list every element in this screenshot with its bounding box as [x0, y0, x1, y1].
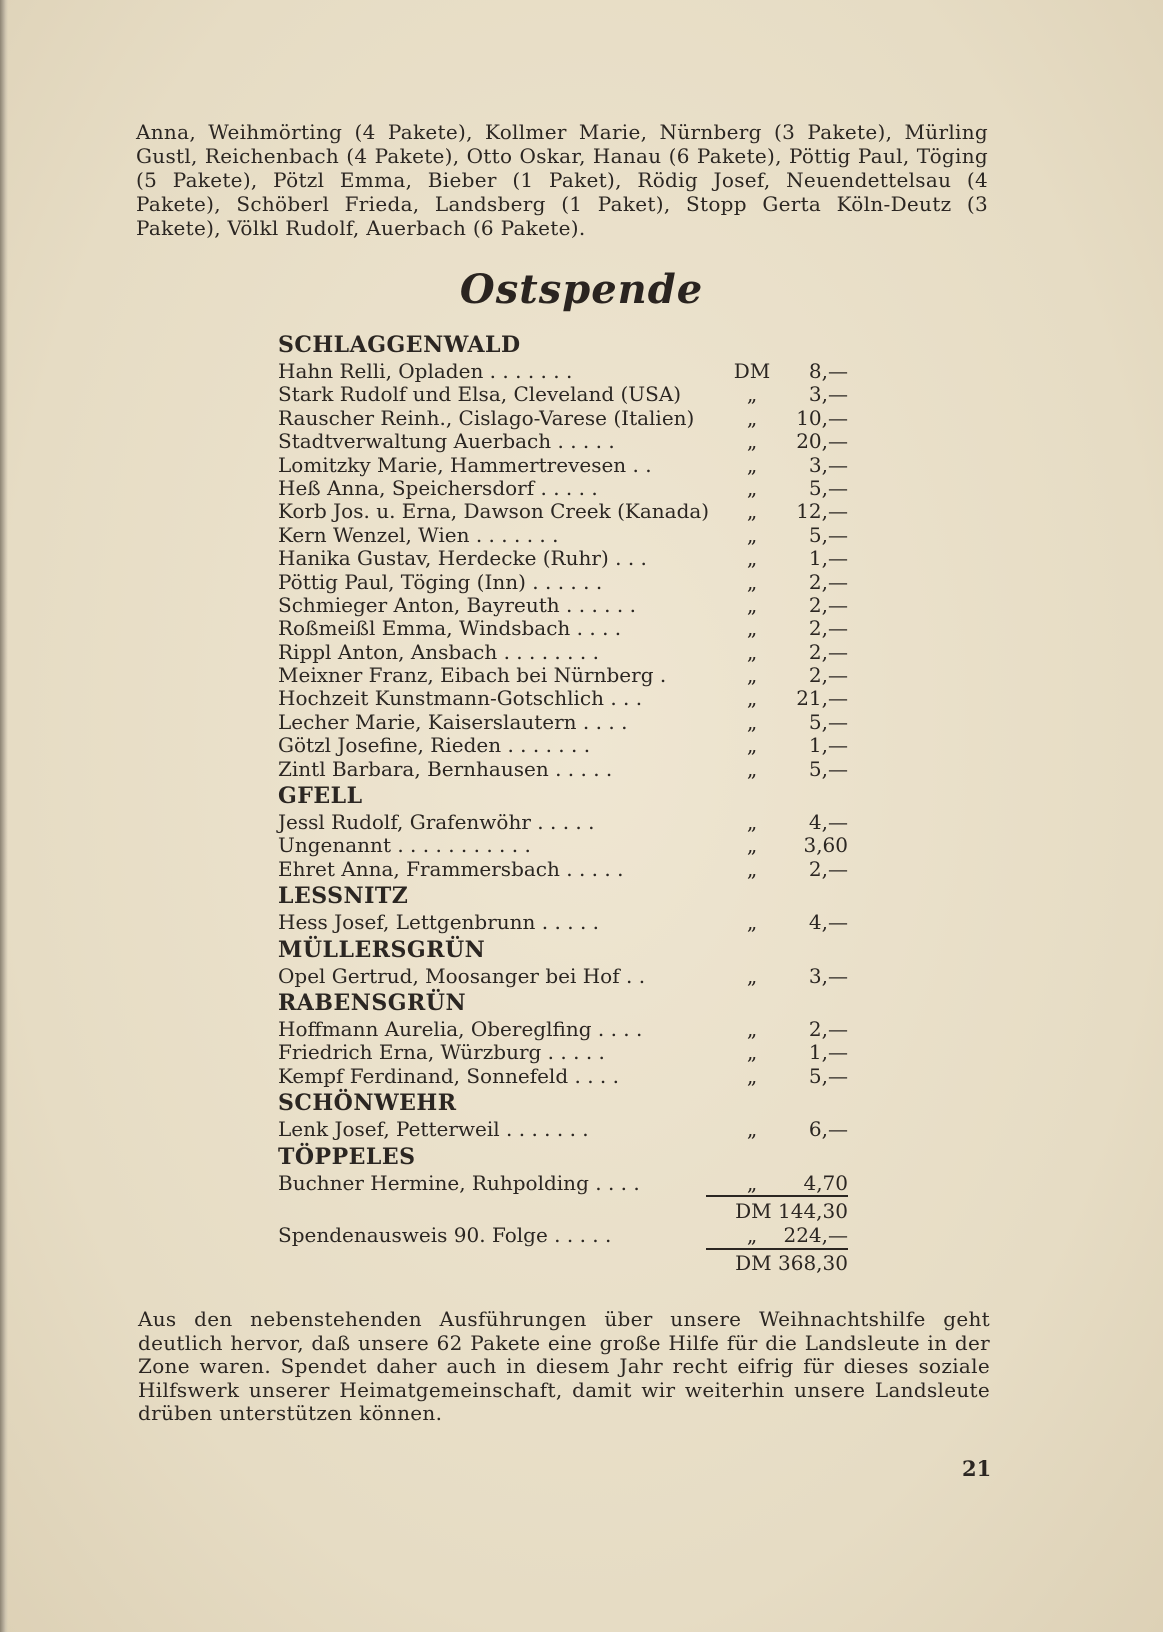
currency-mark: „: [746, 592, 758, 617]
currency-mark: „: [746, 429, 758, 454]
currency-mark: „: [746, 1117, 758, 1142]
currency-mark: „: [746, 833, 758, 858]
donor-name: Buchner Hermine, Ruhpolding . . . .: [278, 1170, 640, 1195]
donation-amount: 8,—: [808, 359, 848, 383]
donation-row: [278, 687, 848, 710]
previous-label: Spendenausweis 90. Folge . . . . .: [278, 1222, 612, 1247]
currency-mark: „: [746, 1063, 758, 1088]
donation-list: [278, 330, 848, 1276]
currency-mark: „: [746, 733, 758, 758]
donor-name: Hanika Gustav, Herdecke (Ruhr) . . .: [278, 546, 647, 571]
donor-name: Korb Jos. u. Erna, Dawson Creek (Kanada): [278, 499, 710, 524]
currency-mark: „: [746, 546, 758, 571]
currency-mark: „: [746, 663, 758, 688]
donation-amount: 2,—: [808, 663, 848, 688]
donation-amount: 2,—: [808, 639, 848, 664]
donation-amount: 5,—: [808, 1063, 848, 1088]
currency-mark: „: [746, 1222, 758, 1247]
donor-name: Meixner Franz, Eibach bei Nürnberg .: [278, 663, 667, 688]
donor-name: Opel Gertrud, Moosanger bei Hof . .: [278, 963, 646, 988]
currency-mark: „: [746, 910, 758, 935]
currency-mark: „: [746, 475, 758, 500]
donation-row: [278, 360, 848, 383]
donor-name: Hoffmann Aurelia, Obereglfing . . . .: [278, 1016, 643, 1041]
section-title: RABENSGRÜN: [278, 989, 467, 1016]
donation-row: [278, 547, 848, 570]
currency-mark: „: [746, 382, 758, 407]
donor-name: Pöttig Paul, Töging (Inn) . . . . . .: [278, 569, 603, 594]
donation-row: [278, 834, 848, 857]
donor-name: Lomitzky Marie, Hammertrevesen . .: [278, 452, 652, 477]
currency-mark: „: [746, 810, 758, 835]
currency-mark: „: [746, 756, 758, 781]
currency-mark: „: [746, 686, 758, 711]
donor-name: Ehret Anna, Frammersbach . . . . .: [278, 856, 624, 881]
page-heading: Ostspende: [459, 266, 704, 313]
donor-name: Zintl Barbara, Bernhausen . . . . .: [278, 756, 613, 781]
donor-name: Lenk Josef, Petterweil . . . . . . .: [278, 1117, 589, 1142]
donation-row: [278, 965, 848, 988]
previous-amount: 224,—: [783, 1222, 848, 1247]
donation-row: [278, 734, 848, 757]
donation-row: [278, 430, 848, 453]
donation-row: [278, 571, 848, 594]
donation-row: [278, 1172, 848, 1195]
currency-mark: DM: [733, 359, 771, 383]
donation-amount: 3,60: [803, 833, 848, 858]
donor-name: Götzl Josefine, Rieden . . . . . . .: [278, 733, 591, 758]
subtotal-amount: DM 144,30: [735, 1198, 848, 1223]
donation-amount: 2,—: [808, 592, 848, 617]
donation-row: [278, 524, 848, 547]
sum-rule: [706, 1195, 848, 1197]
donation-amount: 4,70: [803, 1170, 848, 1195]
donor-name: Heß Anna, Speichersdorf . . . . .: [278, 475, 598, 500]
donation-amount: 1,—: [808, 1040, 848, 1065]
donor-name: Stadtverwaltung Auerbach . . . . .: [278, 429, 615, 454]
donation-row: [278, 1118, 848, 1141]
donor-name: Ungenannt . . . . . . . . . . .: [278, 833, 531, 858]
currency-mark: „: [746, 569, 758, 594]
currency-mark: „: [746, 405, 758, 430]
donation-amount: 21,—: [796, 686, 848, 711]
donor-name: Rauscher Reinh., Cislago-Varese (Italien): [278, 405, 695, 430]
donation-row: [278, 858, 848, 881]
donation-row: [278, 811, 848, 834]
donation-amount: 3,—: [808, 382, 848, 407]
currency-mark: „: [746, 1040, 758, 1065]
donation-amount: 5,—: [808, 522, 848, 547]
donation-amount: 5,—: [808, 475, 848, 500]
donor-name: Kern Wenzel, Wien . . . . . . .: [278, 522, 559, 547]
donor-name: Stark Rudolf und Elsa, Cleveland (USA): [278, 382, 682, 407]
donor-name: Roßmeißl Emma, Windsbach . . . .: [278, 616, 622, 641]
currency-mark: „: [746, 639, 758, 664]
currency-mark: „: [746, 522, 758, 547]
total-rule: [706, 1248, 848, 1250]
donor-name: Hahn Relli, Opladen . . . . . . .: [278, 359, 573, 383]
donation-row: [278, 758, 848, 781]
donation-row: [278, 477, 848, 500]
donation-amount: 4,—: [808, 810, 848, 835]
donation-row: [278, 500, 848, 523]
currency-mark: „: [746, 856, 758, 881]
donation-row: [278, 454, 848, 477]
donor-name: Jessl Rudolf, Grafenwöhr . . . . .: [278, 810, 595, 835]
closing-paragraph: Aus den nebenstehenden Ausführungen über unsere Weihnachtshilfe geht deutlich hervor, daß unsere 62 Pakete eine große Hilfe für die Landsleute in der Zone waren. Spendet daher auch in diesem Jahr recht eifrig für dieses soziale Hilfswerk unserer Heimatgemeinschaft, damit wir weiterhin unsere Landsleute drüben unterstützen können.: [138, 1307, 990, 1425]
grand-total-amount: DM 368,30: [735, 1251, 848, 1276]
donation-amount: 10,—: [796, 405, 848, 430]
donor-name: Friedrich Erna, Würzburg . . . . .: [278, 1040, 605, 1065]
donation-amount: 2,—: [808, 856, 848, 881]
donation-amount: 1,—: [808, 733, 848, 758]
donor-name: Kempf Ferdinand, Sonnefeld . . . .: [278, 1063, 619, 1088]
donation-amount: 3,—: [808, 452, 848, 477]
donor-name: Lecher Marie, Kaiserslautern . . . .: [278, 709, 628, 734]
currency-mark: „: [746, 963, 758, 988]
donation-amount: 1,—: [808, 546, 848, 571]
donor-name: Hochzeit Kunstmann-Gotschlich . . .: [278, 686, 643, 711]
donation-row: [278, 641, 848, 664]
donation-amount: 4,—: [808, 910, 848, 935]
page-spine-shadow: [0, 0, 8, 1632]
page-number: 21: [962, 1456, 992, 1481]
section-title: LESSNITZ: [278, 883, 409, 910]
donation-amount: 5,—: [808, 756, 848, 781]
currency-mark: „: [746, 1170, 758, 1195]
donation-amount: 5,—: [808, 709, 848, 734]
donation-amount: 20,—: [796, 429, 848, 454]
intro-paragraph: Anna, Weihmörting (4 Pakete), Kollmer Marie, Nürnberg (3 Pakete), Mürling Gustl, Reichenbach (4 Pakete), Otto Oskar, Hanau (6 Pakete), Pöttig Paul, Töging (5 Pakete), Pötzl Emma, Bieber (1 Paket), Rödig Josef, Neuendettelsau (4 Pakete), Schöberl Frieda, Landsberg (1 Paket), Stopp Gerta Köln-Deutz (3 Pakete), Völkl Rudolf, Auerbach (6 Pakete).: [136, 120, 988, 240]
donation-row: [278, 1018, 848, 1041]
currency-mark: „: [746, 709, 758, 734]
donor-name: Rippl Anton, Ansbach . . . . . . . .: [278, 639, 599, 664]
donor-name: Hess Josef, Lettgenbrunn . . . . .: [278, 910, 600, 935]
currency-mark: „: [746, 616, 758, 641]
section-title: MÜLLERSGRÜN: [278, 936, 486, 963]
section-title: SCHLAGGENWALD: [278, 332, 521, 358]
donation-amount: 12,—: [796, 499, 848, 524]
donation-row: [278, 383, 848, 406]
grand-total-row: [278, 1251, 848, 1276]
currency-mark: „: [746, 452, 758, 477]
donation-amount: 3,—: [808, 963, 848, 988]
donation-row: [278, 711, 848, 734]
currency-mark: „: [746, 499, 758, 524]
section-title: SCHÖNWEHR: [278, 1090, 457, 1117]
donation-row: [278, 911, 848, 934]
donation-row: [278, 664, 848, 687]
previous-total-row: [278, 1224, 848, 1247]
donation-row: [278, 594, 848, 617]
donation-row: [278, 407, 848, 430]
donor-name: Schmieger Anton, Bayreuth . . . . . .: [278, 592, 636, 617]
donation-amount: 2,—: [808, 616, 848, 641]
donation-row: [278, 617, 848, 640]
donation-amount: 2,—: [808, 569, 848, 594]
subtotal-row: [278, 1199, 848, 1224]
section-title: TÖPPELES: [278, 1143, 416, 1170]
section-title: GFELL: [278, 783, 363, 810]
currency-mark: „: [746, 1016, 758, 1041]
donation-amount: 2,—: [808, 1016, 848, 1041]
donation-row: [278, 1041, 848, 1064]
donation-row: [278, 1065, 848, 1088]
donation-amount: 6,—: [808, 1117, 848, 1142]
